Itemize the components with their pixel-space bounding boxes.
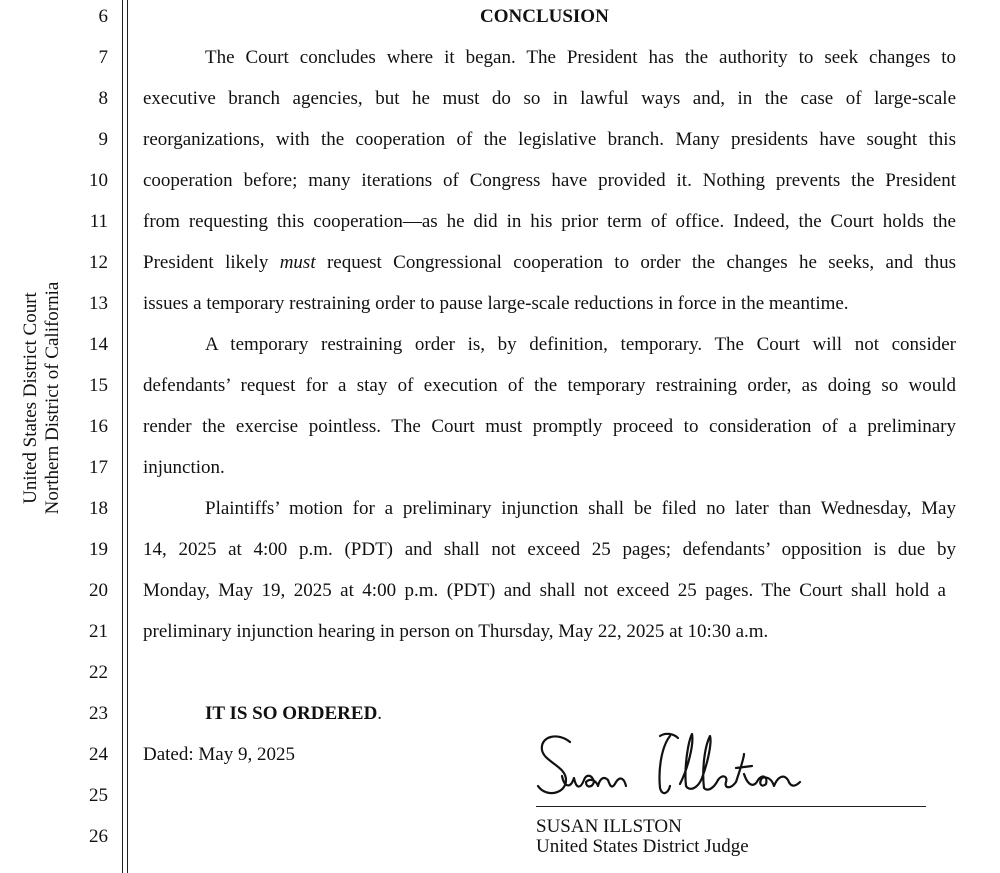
paragraph-line: The Court concludes where it began. The President has the authority to seek changes to bbox=[205, 47, 956, 68]
line-number: 18 bbox=[89, 498, 108, 519]
judge-title: United States District Judge bbox=[536, 836, 749, 857]
paragraph-line: Plaintiffs’ motion for a preliminary injunction shall be filed no later than Wednesday, May bbox=[205, 498, 956, 519]
paragraph-line: preliminary injunction hearing in person on Thursday, May 22, 2025 at 10:30 a.m. bbox=[143, 621, 769, 642]
line-number: 9 bbox=[98, 129, 108, 150]
line-number: 10 bbox=[89, 170, 108, 191]
line-number: 23 bbox=[89, 703, 108, 724]
dated-line: Dated: May 9, 2025 bbox=[143, 744, 295, 765]
line-number: 24 bbox=[89, 744, 108, 765]
line-number: 19 bbox=[89, 539, 108, 560]
paragraph-line: reorganizations, with the cooperation of the legislative branch. Many presidents have sought this bbox=[143, 129, 956, 150]
court-district: Northern District of California bbox=[42, 281, 63, 515]
line-number: 12 bbox=[89, 252, 108, 273]
line-number: 8 bbox=[98, 88, 108, 109]
line-number: 13 bbox=[89, 293, 108, 314]
paragraph-line: executive branch agencies, but he must do so in lawful ways and, in the case of large-scale bbox=[143, 88, 956, 109]
paragraph-line: Monday, May 19, 2025 at 4:00 p.m. (PDT) and shall not exceed 25 pages. The Court shall hold a bbox=[143, 580, 946, 601]
line-number: 21 bbox=[89, 621, 108, 642]
line-number: 7 bbox=[98, 47, 108, 68]
line-number: 11 bbox=[89, 211, 108, 232]
line-number: 22 bbox=[89, 662, 108, 683]
margin-rule-right bbox=[127, 0, 128, 873]
paragraph-line: defendants’ request for a stay of execution of the temporary restraining order, as doing so would bbox=[143, 375, 956, 396]
line-number: 15 bbox=[89, 375, 108, 396]
margin-rule-left bbox=[122, 0, 123, 873]
line-number: 26 bbox=[89, 826, 108, 847]
paragraph-line: render the exercise pointless. The Court must promptly proceed to consideration of a preliminary bbox=[143, 416, 956, 437]
emphasis-must: must bbox=[279, 252, 316, 273]
paragraph-line: A temporary restraining order is, by definition, temporary. The Court will not consider bbox=[205, 334, 956, 355]
paragraph-line: from requesting this cooperation—as he did in his prior term of office. Indeed, the Court holds the bbox=[143, 211, 956, 232]
paragraph-line: President likely must request Congressional cooperation to order the changes he seeks, and thus bbox=[143, 252, 956, 273]
line-number: 17 bbox=[89, 457, 108, 478]
paragraph-line: injunction. bbox=[143, 457, 225, 478]
signature-line bbox=[536, 806, 926, 807]
court-name: United States District Court bbox=[20, 292, 41, 504]
line-number: 25 bbox=[89, 785, 108, 806]
paragraph-line: cooperation before; many iterations of Congress have provided it. Nothing prevents the President bbox=[143, 170, 956, 191]
judge-name: SUSAN ILLSTON bbox=[536, 816, 682, 837]
line-number: 14 bbox=[89, 334, 108, 355]
line-number: 20 bbox=[89, 580, 108, 601]
line-number: 6 bbox=[98, 6, 108, 27]
line-number: 16 bbox=[89, 416, 108, 437]
section-heading: CONCLUSION bbox=[480, 6, 609, 27]
paragraph-line: issues a temporary restraining order to pause large-scale reductions in force in the meantime. bbox=[143, 293, 849, 314]
order-statement: IT IS SO ORDERED. bbox=[205, 703, 383, 724]
judge-signature bbox=[532, 728, 822, 808]
paragraph-line: 14, 2025 at 4:00 p.m. (PDT) and shall not exceed 25 pages; defendants’ opposition is due by bbox=[143, 539, 956, 560]
